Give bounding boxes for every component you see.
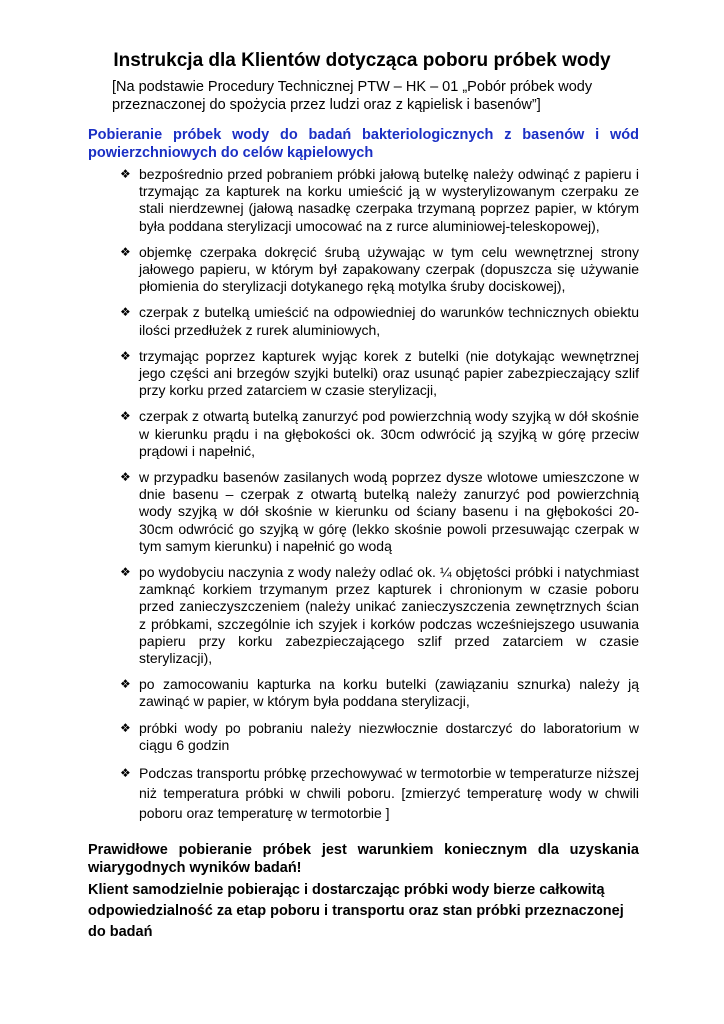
- list-item-text: czerpak z otwartą butelką zanurzyć pod powierzchnią wody szyjką w dół skośnie w kierunku prądu i na głębokości ok. 30cm odwrócić ją szyjką w górę przeciw prądowi i napełnić,: [139, 408, 639, 459]
- procedure-reference: [Na podstawie Procedury Technicznej PTW – HK – 01 „Pobór próbek wody przeznaczonej do spożycia przez ludzi oraz z kąpielisk i basenów”]: [112, 79, 593, 113]
- list-item-text: trzymając poprzez kapturek wyjąc korek z butelki (nie dotykając wewnętrznej jego części ani brzegów szyjki butelki) oraz usunąć papier zabezpieczający szlif przy korku przed zatarciem w czasie sterylizacji,: [139, 347, 639, 399]
- list-item: [120, 304, 639, 338]
- list-item: [120, 720, 639, 754]
- list-item-text: w przypadku basenów zasilanych wodą poprzez dysze wlotowe umieszczone w dnie basenu – czerpak z otwartą butelką należy zanurzyć pod powierzchnią wody szyjką w dół skośnie w kierunku od ściany basenu i na głębokości 20-30cm odwrócić go szyjką w górę (lekko skośnie powoli przesuwając czerpak w tym samym kierunku) i napełnić go wodą: [139, 469, 639, 554]
- list-item-text: bezpośrednio przed pobraniem próbki jałową butelkę należy odwinąć z papieru i trzymając za kapturek na korku umieścić ją w wysterylizowanym czerpaku ze stali nierdzewnej (jałową nasadkę czerpaka trzymaną poprzez papier, w którym była poddana sterylizacji umocować na z rurce aluminiowej-teleskopowej),: [139, 166, 639, 234]
- diamond-bullet-icon: ❖: [120, 766, 131, 781]
- list-item-text: po zamocowaniu kapturka na korku butelki (zawiązaniu sznurka) należy ją zawinąć w papier, w którym była poddana sterylizacji,: [139, 676, 639, 710]
- list-item: [120, 763, 639, 823]
- diamond-bullet-icon: ❖: [120, 305, 131, 320]
- diamond-bullet-icon: ❖: [120, 720, 131, 735]
- diamond-bullet-icon: ❖: [120, 244, 131, 259]
- list-item: [120, 166, 639, 235]
- page-title: Instrukcja dla Klientów dotycząca poboru próbek wody: [113, 50, 611, 71]
- list-item: [120, 676, 639, 710]
- list-item-text: po wydobyciu naczynia z wody należy odlać ok. ¼ objętości próbki i natychmiast zamknąć korkiem trzymanym przez kapturek i chronionym w czasie poboru przed zanieczyszczeniem (należy unikać zanieczyszczenia zewnętrznych ścian z próbkami, szczególnie ich szyjek i korków podczas wcześniejszego usuwania papieru przy korku zabezpieczającego szlif przed zatarciem w czasie sterylizacji),: [139, 564, 639, 667]
- diamond-bullet-icon: ❖: [120, 677, 131, 692]
- diamond-bullet-icon: ❖: [120, 565, 131, 580]
- list-item-text: Podczas transportu próbkę przechowywać w termotorbie w temperaturze niższej niż temperatura próbki w chwili poboru. [zmierzyć temperaturę wody w chwili poboru oraz temperaturę w termotorbie ]: [139, 765, 639, 822]
- diamond-bullet-icon: ❖: [120, 348, 131, 363]
- list-item: [120, 348, 639, 400]
- list-item: [120, 469, 639, 555]
- list-item-text: próbki wody po pobraniu należy niezwłocznie dostarczyć do laboratorium w ciągu 6 godzin: [139, 719, 639, 753]
- diamond-bullet-icon: ❖: [120, 470, 131, 485]
- correct-sampling-note: Prawidłowe pobieranie próbek jest warunkiem koniecznym dla uzyskania wiarygodnych wyników badań!: [88, 842, 639, 876]
- section-heading: Pobieranie próbek wody do badań bakteriologicznych z basenów i wód powierzchniowych do celów kąpielowych: [88, 127, 639, 161]
- diamond-bullet-icon: ❖: [120, 409, 131, 424]
- list-item: [120, 408, 639, 460]
- instruction-list: [120, 166, 639, 832]
- list-item-text: czerpak z butelką umieścić na odpowiedniej do warunków technicznych obiektu ilości przedłużek z rurek aluminiowych,: [139, 304, 639, 338]
- diamond-bullet-icon: ❖: [120, 167, 131, 181]
- list-item: [120, 564, 639, 667]
- list-item: [120, 244, 639, 296]
- client-responsibility-note: Klient samodzielnie pobierając i dostarczając próbki wody bierze całkowitą odpowiedzialność za etap poboru i transportu oraz stan próbki przeznaczonej do badań: [88, 882, 624, 940]
- list-item-text: objemkę czerpaka dokręcić śrubą używając w tym celu wewnętrznej strony jałowego papieru, w którym był zapakowany czerpak (dopuszcza się używanie płomienia do sterylizacji dotykanego ręką motylka śruby dociskowej),: [139, 243, 639, 295]
